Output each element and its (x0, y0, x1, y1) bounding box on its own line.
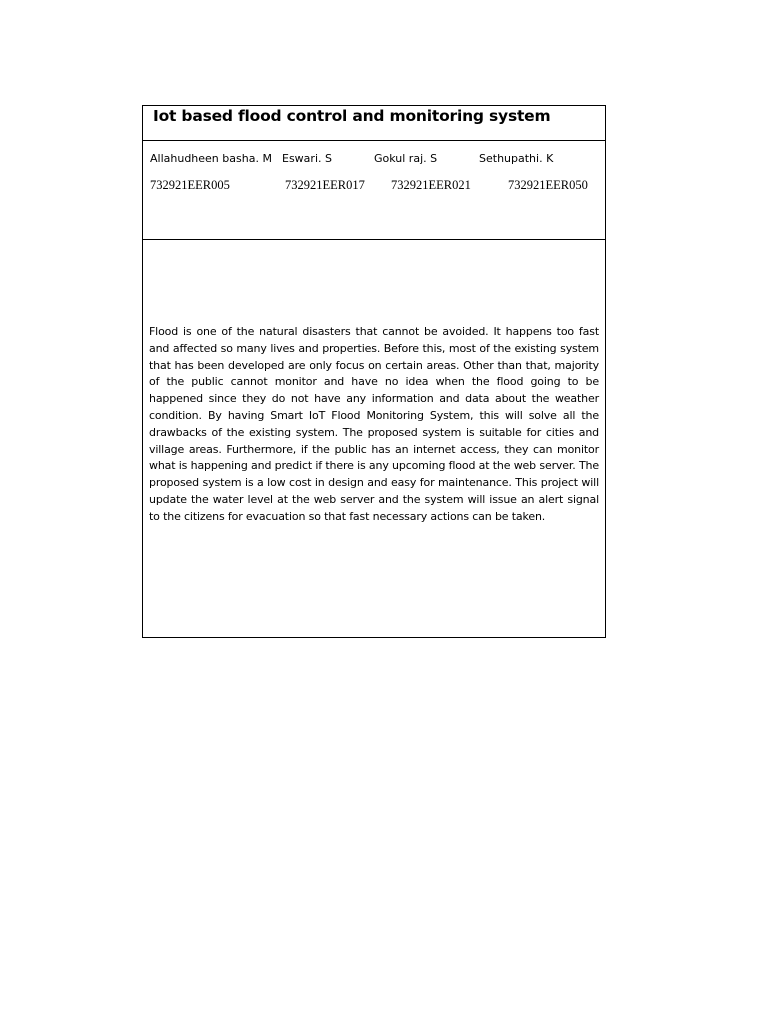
abstract-cell (143, 240, 605, 637)
title-cell (143, 106, 605, 141)
abstract-paragraph: Flood is one of the natural disasters that cannot be avoided. It happens too fast and affected so many lives and properties. Before this, most of the existing system that has been developed are only focus on certain areas. Other than that, majority of the public cannot monitor and have no idea when the flood going to be happened since they do not have any information and data about the weather condition. By having Smart IoT Flood Monitoring System, this will solve all the drawbacks of the existing system. The proposed system is suitable for cities and village areas. Furthermore, if the public has an internet access, they can monitor what is happening and predict if there is any upcoming flood at the web server. The proposed system is a low cost in design and easy for maintenance. This project will update the water level at the web server and the system will issue an alert signal to the citizens for evacuation so that fast necessary actions can be taken. (149, 325, 599, 523)
authors-cell (143, 141, 605, 240)
document-title: Iot based flood control and monitoring system (153, 107, 551, 125)
author-id: 732921EER050 (508, 178, 588, 192)
author-id: 732921EER005 (150, 178, 230, 192)
document-table (142, 105, 606, 638)
author-name: Eswari. S (282, 152, 332, 165)
author-name: Allahudheen basha. M (150, 152, 272, 165)
author-name: Gokul raj. S (374, 152, 438, 165)
author-name: Sethupathi. K (479, 152, 554, 165)
author-id: 732921EER021 (391, 178, 471, 192)
author-id: 732921EER017 (285, 178, 365, 192)
